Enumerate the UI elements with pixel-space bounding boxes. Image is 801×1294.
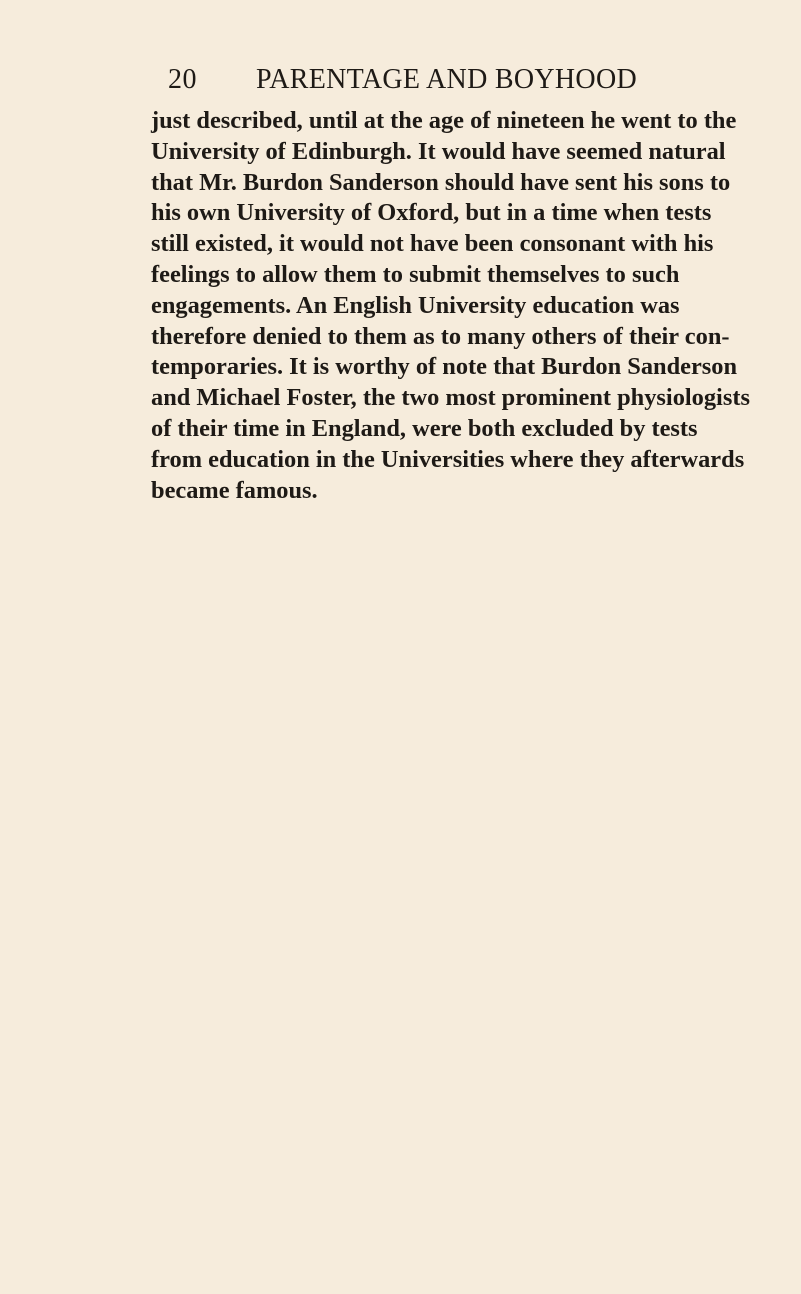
text-line: University of Edinburgh. It would have seemed natural <box>151 137 726 165</box>
text-line: just described, until at the age of nineteen he went to the <box>151 107 737 134</box>
text-line: feelings to allow them to submit themselves to such <box>151 260 680 288</box>
page-number: 20 <box>168 64 197 95</box>
text-line: of their time in England, were both excluded by tests <box>151 414 698 442</box>
text-line: became famous. <box>151 476 318 504</box>
text-line: still existed, it would not have been consonant with his <box>151 230 714 258</box>
text-line: his own University of Oxford, but in a time when tests <box>151 199 712 227</box>
text-line: and Michael Foster, the two most prominent physiologists <box>151 384 750 412</box>
chapter-title: PARENTAGE AND BOYHOOD <box>255 64 637 95</box>
running-head <box>168 62 637 102</box>
text-line: engagements. An English University education was <box>151 291 680 319</box>
text-line: from education in the Universities where they afterwards <box>151 445 745 473</box>
body-paragraph <box>151 106 750 506</box>
text-line: temporaries. It is worthy of note that Burdon Sanderson <box>151 353 738 381</box>
text-line: therefore denied to them as to many others of their con- <box>151 322 730 350</box>
text-line: that Mr. Burdon Sanderson should have sent his sons to <box>151 168 731 196</box>
